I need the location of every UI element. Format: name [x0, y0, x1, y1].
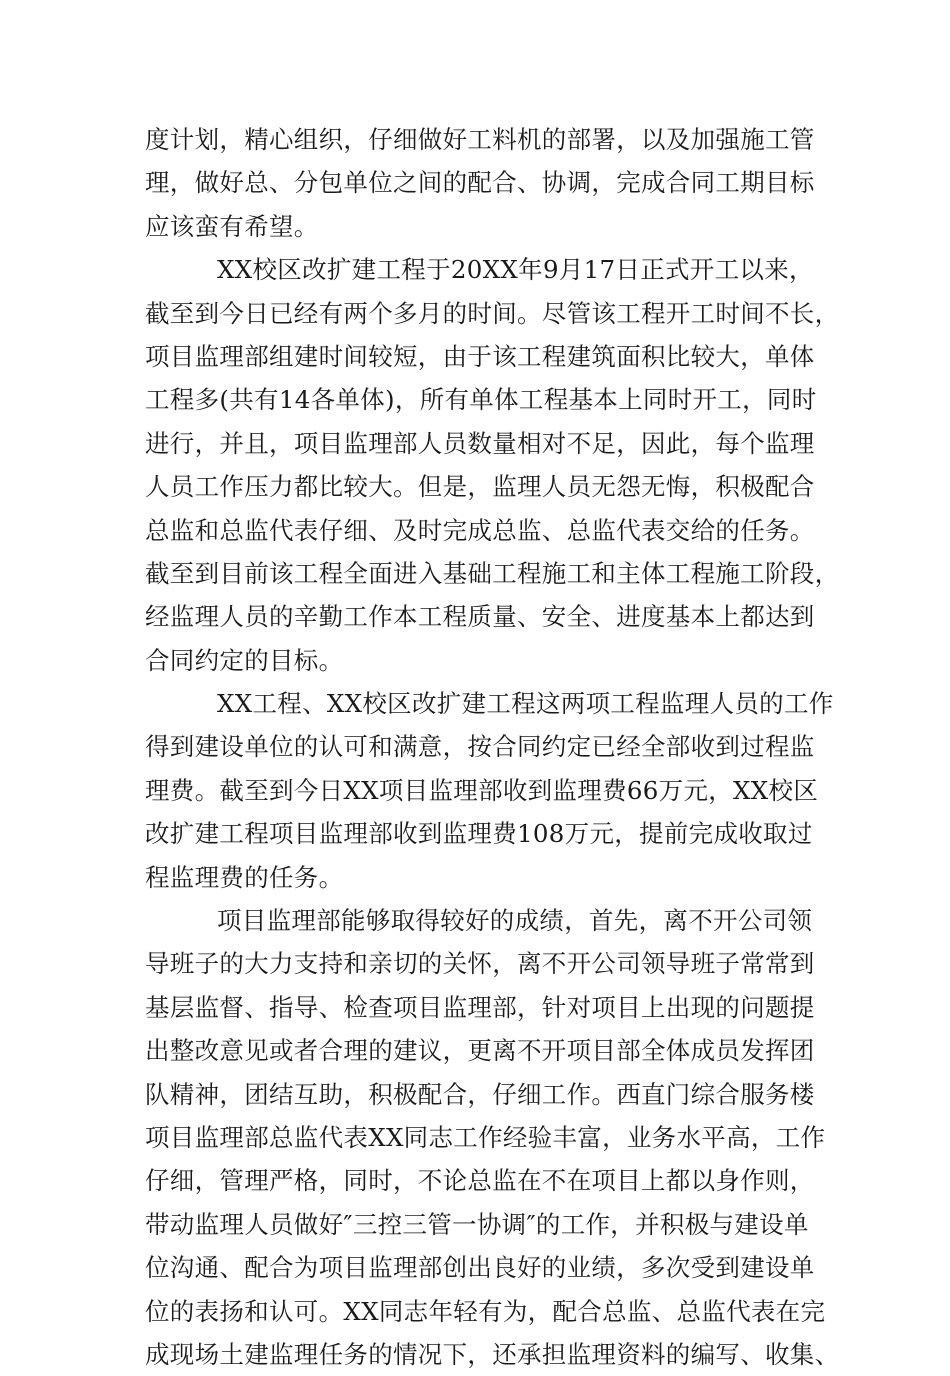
text-line: XX校区改扩建工程于20XX年9月17日正式开工以来，: [217, 255, 814, 285]
text-line: 位沟通、配合为项目监理部创出良好的业绩，多次受到建设单: [145, 1253, 815, 1283]
text-line: 人员工作压力都比较大。但是，监理人员无怨无悔，积极配合: [145, 472, 815, 502]
paragraph: [145, 899, 840, 1376]
text-line: 项目监理部能够取得较好的成绩，首先，离不开公司领: [217, 906, 813, 936]
text-line: 导班子的大力支持和亲切的关怀，离不开公司领导班子常常到: [145, 949, 815, 979]
paragraph: [145, 248, 840, 682]
text-line: 得到建设单位的认可和满意，按合同约定已经全部收到过程监: [145, 732, 815, 762]
text-line: 项目监理部总监代表XX同志工作经验丰富，业务水平高，工作: [145, 1122, 826, 1152]
text-line: 出整改意见或者合理的建议，更离不开项目部全体成员发挥团: [145, 1036, 815, 1066]
text-line: XX工程、XX校区改扩建工程这两项工程监理人员的工作: [217, 689, 834, 719]
paragraph: [145, 682, 834, 899]
text-line: 截至到目前该工程全面进入基础工程施工和主体工程施工阶段，: [145, 558, 840, 588]
text-line: 经监理人员的辛勤工作本工程质量、安全、进度基本上都达到: [145, 602, 815, 632]
text-line: 合同约定的目标。: [145, 645, 344, 675]
text-line: 带动监理人员做好″三控三管一协调″的工作，并积极与建设单: [145, 1209, 809, 1239]
text-line: 度计划，精心组织，仔细做好工料机的部署，以及加强施工管: [145, 125, 815, 154]
paragraph: [145, 118, 815, 248]
text-line: 截至到今日已经有两个多月的时间。尽管该工程开工时间不长，: [145, 298, 840, 328]
text-line: 位的表扬和认可。XX同志年轻有为，配合总监、总监代表在完: [145, 1296, 826, 1326]
text-line: 总监和总监代表仔细、及时完成总监、总监代表交给的任务。: [145, 515, 815, 545]
text-line: 成现场土建监理任务的情况下，还承担监理资料的编写、收集、: [145, 1339, 840, 1369]
text-line: 队精神，团结互助，积极配合，仔细工作。西直门综合服务楼: [145, 1079, 815, 1109]
text-line: 程监理费的任务。: [145, 862, 344, 892]
text-line: 改扩建工程项目监理部收到监理费108万元，提前完成收取过: [145, 819, 813, 849]
text-line: 理费。截至到今日XX项目监理部收到监理费66万元，XX校区: [145, 775, 819, 805]
text-line: 仔细，管理严格，同时，不论总监在不在项目上都以身作则，: [145, 1166, 815, 1196]
text-line: 理，做好总、分包单位之间的配合、协调，完成合同工期目标: [145, 168, 815, 198]
text-line: 工程多(共有14各单体)，所有单体工程基本上同时开工，同时: [145, 385, 817, 415]
text-line: 进行，并且，项目监理部人员数量相对不足，因此，每个监理: [145, 428, 815, 458]
text-line: 基层监督、指导、检查项目监理部，针对项目上出现的问题提: [145, 992, 815, 1022]
text-line: 项目监理部组建时间较短，由于该工程建筑面积比较大，单体: [145, 341, 815, 371]
body-text: [145, 118, 840, 1376]
text-line: 应该蛮有希望。: [145, 211, 319, 241]
